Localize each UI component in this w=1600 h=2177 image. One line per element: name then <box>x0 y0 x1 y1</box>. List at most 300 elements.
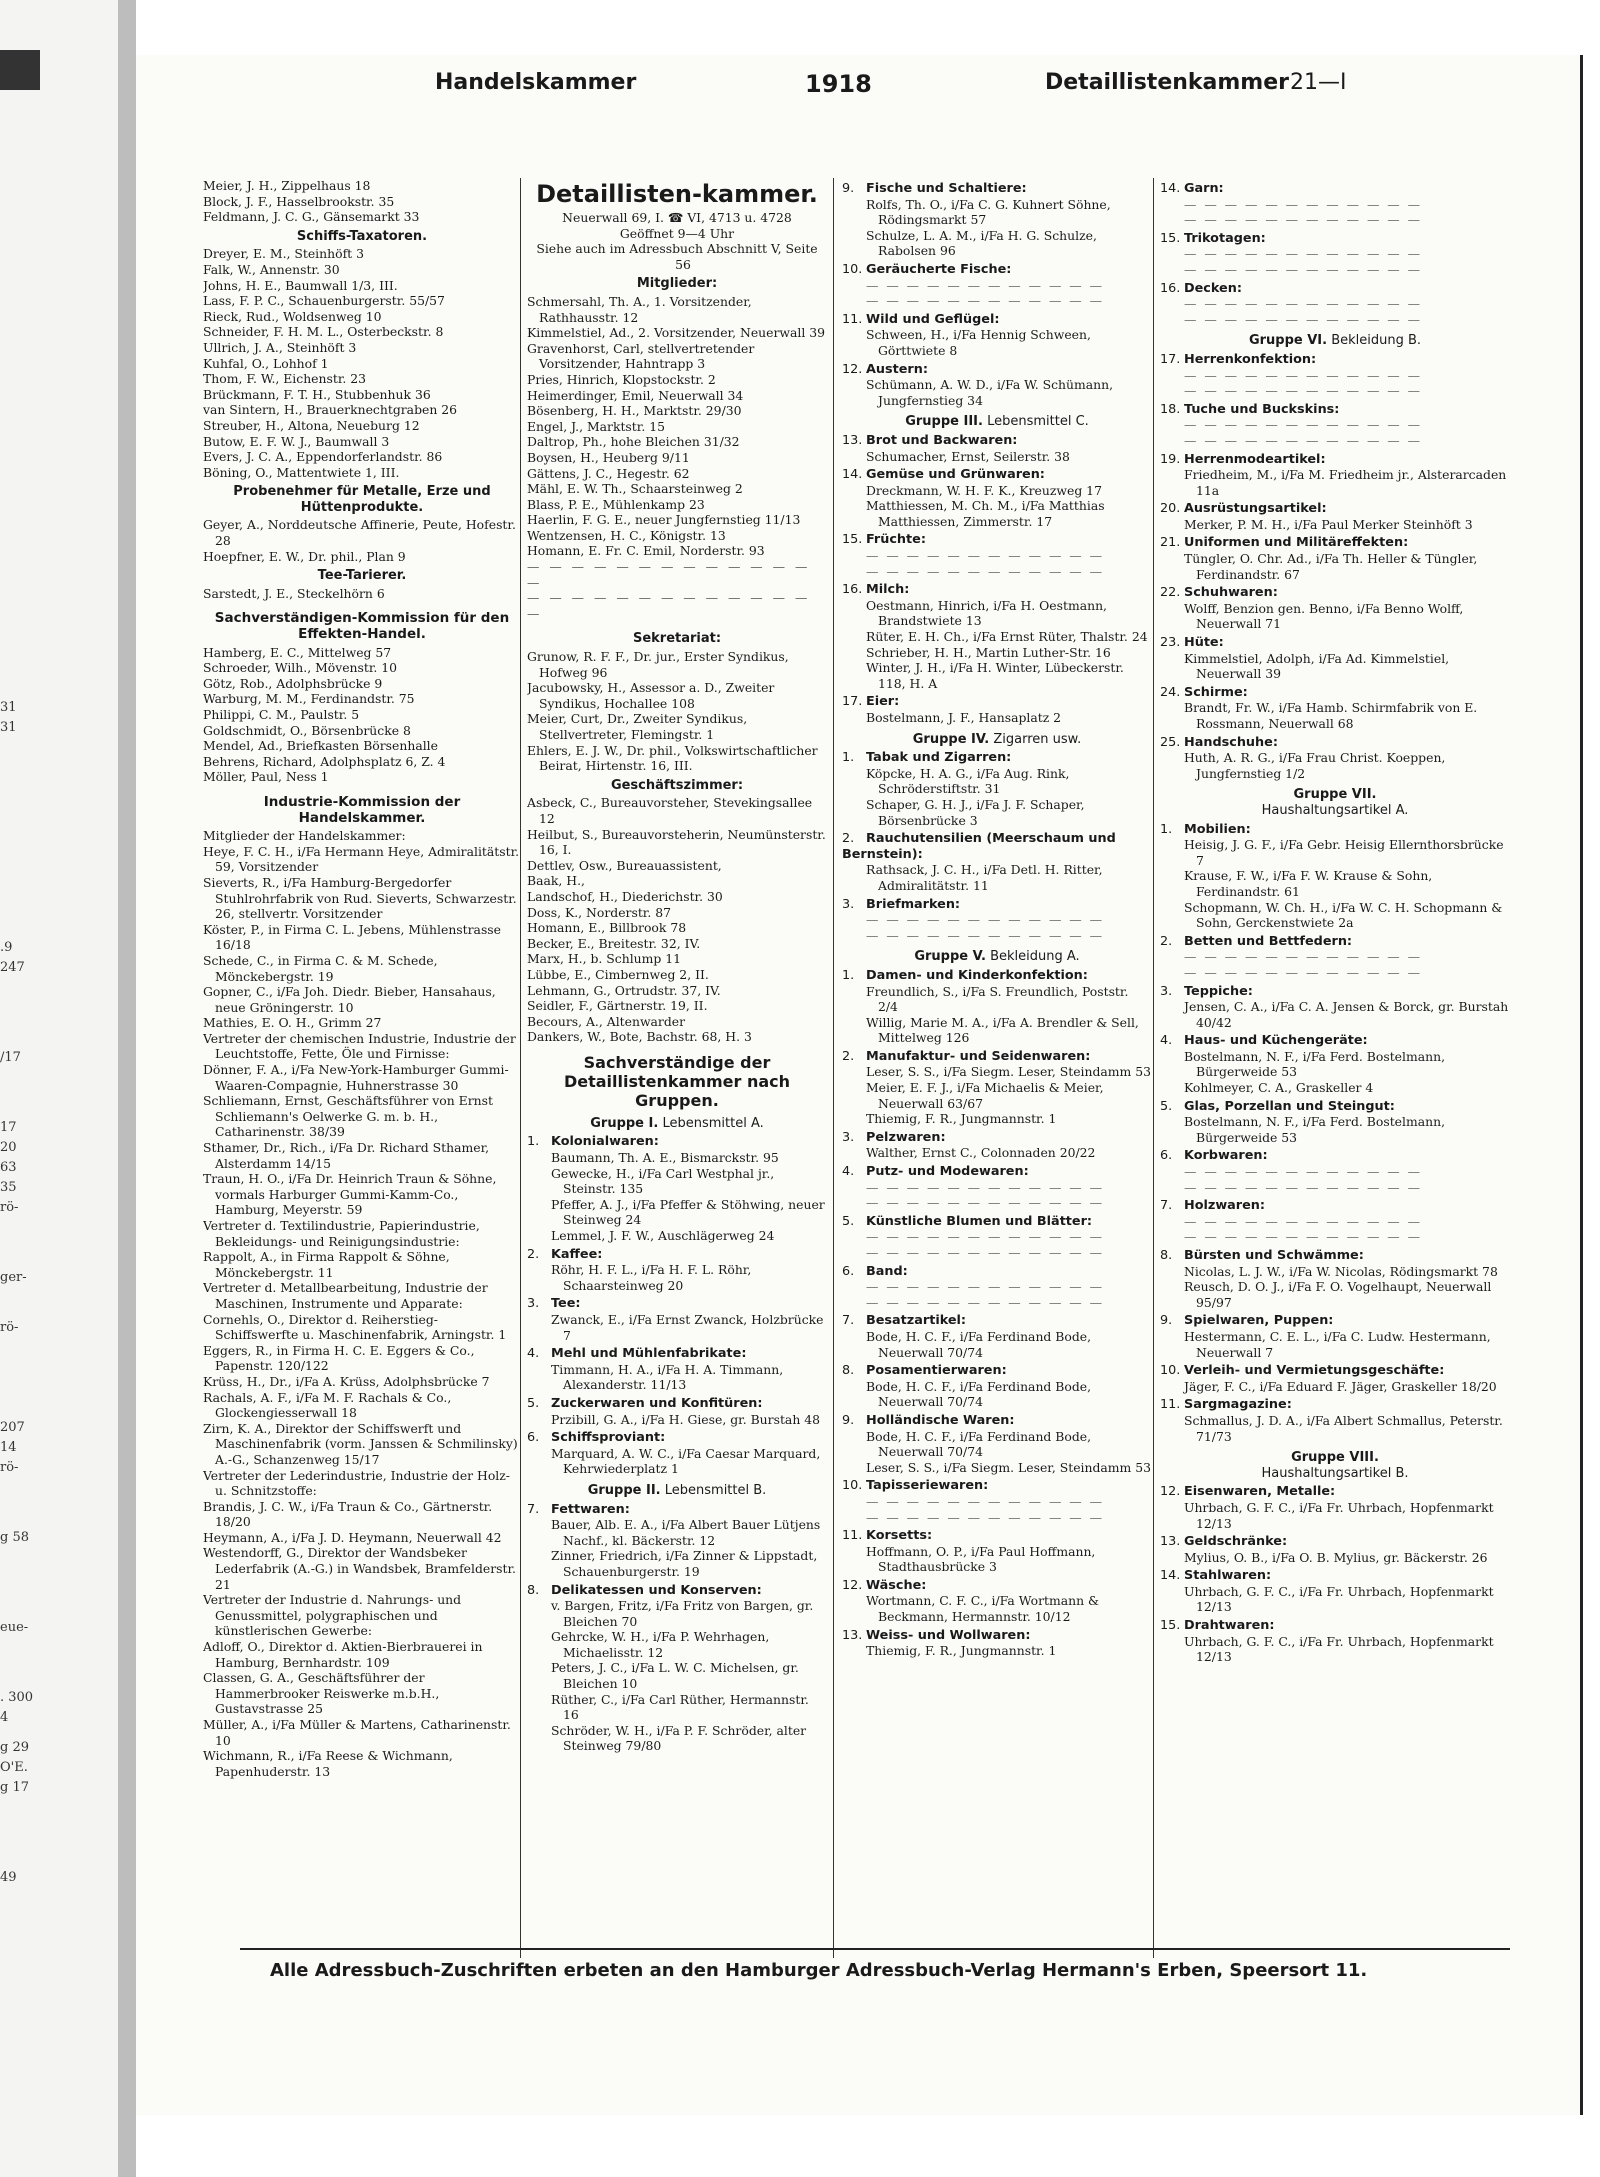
category-number: 5. <box>527 1395 540 1411</box>
list-item: Hamberg, E. C., Mittelweg 57 <box>203 644 392 660</box>
category-number: 13. <box>842 1627 863 1643</box>
category-heading <box>842 1264 1152 1280</box>
list-item: Vertreter d. Textilindustrie, Papierindustrie, Bekleidungs- und Reinigungsindustrie: <box>203 1218 480 1249</box>
empty-entry-dashes: — — — — — — — — — — — — <box>866 277 1105 293</box>
category-heading <box>1160 501 1510 517</box>
category-heading <box>1160 585 1510 601</box>
category-number: 2. <box>842 831 855 847</box>
list-item: Landschof, H., Diederichstr. 30 <box>527 888 723 904</box>
list-item: Lemmel, J. F. W., Auschlägerweg 24 <box>551 1228 775 1244</box>
category-number: 20. <box>1160 501 1181 517</box>
category-name: Trikotagen: <box>1184 230 1266 246</box>
fragment-text: 247 <box>0 960 25 975</box>
category-name: Kaffee: <box>551 1246 603 1262</box>
fragment-text: 31 <box>0 720 17 735</box>
category-number: 7. <box>842 1313 855 1329</box>
category-heading <box>842 1578 1152 1594</box>
category-name: Herrenkonfektion: <box>1184 351 1317 367</box>
category-heading <box>842 1478 1152 1494</box>
list-item: Rüter, E. H. Ch., i/Fa Ernst Rüter, Thalstr. 24 <box>866 629 1148 645</box>
category-name: Korsetts: <box>866 1528 933 1544</box>
group-heading-6 <box>1160 333 1510 349</box>
category-heading <box>842 1313 1152 1329</box>
list-sachverstaendigen-kommission <box>203 645 521 785</box>
list-sekretariat <box>527 649 827 774</box>
category-number: 18. <box>1160 401 1181 417</box>
list-item: Heimerdinger, Emil, Neuerwall 34 <box>527 387 744 403</box>
category-list-g2 <box>527 1502 827 1755</box>
category-heading <box>1160 822 1510 838</box>
list-item: Baak, H., <box>527 873 585 889</box>
category-heading <box>1160 1099 1510 1115</box>
category-name: Eier: <box>866 694 900 710</box>
list-item: Hestermann, C. E. L., i/Fa C. Ludw. Hestermann, Neuerwall 7 <box>1184 1328 1491 1360</box>
list-item: Rappolt, A., in Firma Rappolt & Söhne, Mönckebergstr. 11 <box>203 1249 450 1280</box>
category-number: 9. <box>842 181 855 196</box>
category-heading <box>842 1528 1152 1544</box>
category-number: 16. <box>1160 280 1181 296</box>
list-item: Dettlev, Osw., Bureauassistent, <box>527 857 722 873</box>
list-item: Marx, H., b. Schlump 11 <box>527 951 682 967</box>
scan-marker <box>0 50 40 90</box>
category-number: 12. <box>842 361 863 377</box>
category-number: 10. <box>1160 1363 1181 1379</box>
category-name: Bürsten und Schwämme: <box>1184 1248 1364 1263</box>
list-item: Sthamer, Dr., Rich., i/Fa Dr. Richard Sthamer, Alsterdamm 14/15 <box>203 1140 490 1171</box>
category-name: Künstliche Blumen und Blätter: <box>866 1213 1093 1229</box>
category-heading <box>842 532 1152 548</box>
fragment-text: .9 <box>0 940 13 955</box>
category-heading <box>527 1396 827 1412</box>
list-item: Lübbe, E., Cimbernweg 2, II. <box>527 966 709 982</box>
category-heading <box>1160 231 1510 247</box>
group-name: Lebensmittel A. <box>662 1115 764 1131</box>
category-number: 1. <box>842 967 855 983</box>
list-item: Siehe auch im Adressbuch Abschnitt V, Seite 56 <box>536 241 818 272</box>
category-list-g3 <box>842 433 1152 726</box>
fragment-text: 4 <box>0 1710 9 1725</box>
list-item: Bode, H. C. F., i/Fa Ferdinand Bode, Neuerwall 70/74 <box>866 1328 1092 1360</box>
list-item: Röhr, H. F. L., i/Fa H. F. L. Röhr, Schaarsteinweg 20 <box>551 1262 752 1293</box>
category-name: Kolonialwaren: <box>551 1134 659 1150</box>
category-name: Tee: <box>551 1296 581 1312</box>
list-industrie-kommission <box>203 828 521 1779</box>
category-heading <box>1160 281 1510 297</box>
group-name: Lebensmittel C. <box>987 414 1089 430</box>
list-item: Dreckmann, W. H. F. K., Kreuzweg 17 <box>866 482 1102 498</box>
list-item: v. Bargen, Fritz, i/Fa Fritz von Bargen, gr. Bleichen 70 <box>551 1598 814 1629</box>
list-item: Doss, K., Norderstr. 87 <box>527 904 672 920</box>
list-item: Jensen, C. A., i/Fa C. A. Jensen & Borck, gr. Burstah 40/42 <box>1184 999 1509 1030</box>
category-number: 17. <box>842 694 863 710</box>
category-heading <box>1160 1568 1510 1584</box>
category-list-g5b <box>1160 181 1510 327</box>
list-item: Mähl, E. W. Th., Schaarsteinweg 2 <box>527 481 743 497</box>
list-item: Uhrbach, G. F. C., i/Fa Fr. Uhrbach, Hopfenmarkt 12/13 <box>1184 1583 1494 1615</box>
category-heading <box>842 582 1152 598</box>
empty-entry-dashes: — — — — — — — — — — — — <box>866 1279 1105 1295</box>
category-number: 6. <box>527 1430 540 1446</box>
group-label: Gruppe IV. <box>912 731 990 747</box>
category-name: Wäsche: <box>866 1577 927 1593</box>
list-item: Rolfs, Th. O., i/Fa C. G. Kuhnert Söhne, Rödingsmarkt 57 <box>866 196 1111 228</box>
list-item: Asbeck, C., Bureauvorsteher, Stevekingsallee 12 <box>527 795 813 826</box>
list-item: Gewecke, H., i/Fa Carl Westphal jr., Steinstr. 135 <box>551 1165 775 1197</box>
list-item: Möller, Paul, Ness 1 <box>203 769 329 785</box>
category-number: 2. <box>527 1246 540 1262</box>
list-item: Kohlmeyer, C. A., Graskeller 4 <box>1184 1080 1374 1096</box>
list-item: Wolff, Benzion gen. Benno, i/Fa Benno Wolff, Neuerwall 71 <box>1184 600 1464 632</box>
list-item: Schede, C., in Firma C. & M. Schede, Mönckebergstr. 19 <box>203 952 438 984</box>
group-heading-1 <box>527 1116 827 1132</box>
category-heading <box>1160 535 1510 551</box>
list-item: Leser, S. S., i/Fa Siegm. Leser, Steindamm 53 <box>866 1064 1151 1080</box>
list-item: Dreyer, E. M., Steinhöft 3 <box>203 246 364 262</box>
group-label: Gruppe III. <box>905 414 983 430</box>
section-title-tee-tarierer: Tee-Tarierer. <box>317 568 407 584</box>
list-item: Przibill, G. A., i/Fa H. Giese, gr. Burstah 48 <box>551 1411 820 1427</box>
list-item: Mitglieder der Handelskammer: <box>203 828 406 844</box>
list-item: Schneider, F. H. M. L., Osterbeckstr. 8 <box>203 324 444 340</box>
list-item: Zwanck, E., i/Fa Ernst Zwanck, Holzbrücke 7 <box>551 1312 824 1343</box>
category-list-g8 <box>1160 1484 1510 1665</box>
category-name: Pelzwaren: <box>866 1129 946 1145</box>
header-right: Detaillistenkammer <box>1045 70 1289 95</box>
category-name: Tabak und Zigarren: <box>866 750 1012 766</box>
category-name: Schuhwaren: <box>1184 585 1278 601</box>
category-name: Putz- und Modewaren: <box>866 1164 1029 1180</box>
list-item: Evers, J. C. A., Eppendorferlandstr. 86 <box>203 449 443 465</box>
group-label: Gruppe VIII. <box>1291 1450 1379 1466</box>
category-name: Geldschränke: <box>1184 1534 1288 1550</box>
list-item: Vertreter der Lederindustrie, Industrie der Holz- u. Schnitzstoffe: <box>203 1467 510 1499</box>
category-heading <box>842 750 1152 766</box>
category-heading <box>1160 1248 1510 1264</box>
list-item: Block, J. F., Hasselbrookstr. 35 <box>203 193 395 209</box>
category-heading <box>1160 635 1510 651</box>
section-title-industrie-kommission: Industrie-Kommission der Handelskammer. <box>263 793 461 826</box>
fragment-text: 17 <box>0 1120 17 1135</box>
list-item: Heye, F. C. H., i/Fa Hermann Heye, Admiralitätstr. 59, Vorsitzender <box>203 843 520 875</box>
list-tee-tarierer <box>203 586 521 602</box>
category-number: 7. <box>527 1501 540 1517</box>
list-item: Haerlin, F. G. E., neuer Jungfernstieg 11/13 <box>527 512 801 528</box>
fragment-text: ger- <box>0 1270 27 1285</box>
list-item: Bauer, Alb. E. A., i/Fa Albert Bauer Lütjens Nachf., kl. Bäckerstr. 12 <box>551 1517 821 1548</box>
list-item: Pfeffer, A. J., i/Fa Pfeffer & Stöhwing, neuer Steinweg 24 <box>551 1196 825 1228</box>
list-item: Winter, J. H., i/Fa H. Winter, Lübeckerstr. 118, H. A <box>866 660 1124 691</box>
fragment-text: rö- <box>0 1320 19 1335</box>
category-name: Rauchutensilien (Meerschaum und Bernstein): <box>842 831 1116 862</box>
category-number: 14. <box>1160 181 1181 196</box>
list-item: Becker, E., Breitestr. 32, IV. <box>527 935 701 951</box>
category-heading <box>1160 181 1510 197</box>
category-number: 2. <box>842 1048 855 1064</box>
list-item: Goldschmidt, O., Börsenbrücke 8 <box>203 722 411 738</box>
list-item: Bode, H. C. F., i/Fa Ferdinand Bode, Neuerwall 70/74 <box>866 1428 1092 1460</box>
column-rule <box>1153 178 1154 1958</box>
category-name: Austern: <box>866 361 928 377</box>
category-list-g6 <box>1160 352 1510 781</box>
category-number: 3. <box>842 896 855 912</box>
list-item: Homann, E., Billbrook 78 <box>527 920 687 936</box>
list-item: Thom, F. W., Eichenstr. 23 <box>203 371 367 387</box>
fragment-text: /17 <box>0 1050 21 1065</box>
list-item: Daltrop, Ph., hohe Bleichen 31/32 <box>527 434 740 450</box>
list-item: Schaper, G. H. J., i/Fa J. F. Schaper, Börsenbrücke 3 <box>866 796 1085 828</box>
list-item: Schumacher, Ernst, Seilerstr. 38 <box>866 448 1070 464</box>
empty-entry-dashes: — — — — — — — — — — — — <box>866 1179 1105 1195</box>
category-heading <box>842 362 1152 378</box>
list-item: Jäger, F. C., i/Fa Eduard F. Jäger, Graskeller 18/20 <box>1184 1378 1497 1394</box>
category-name: Stahlwaren: <box>1184 1568 1272 1584</box>
list-item: Walther, Ernst C., Colonnaden 20/22 <box>866 1145 1096 1161</box>
category-number: 21. <box>1160 535 1181 551</box>
category-name: Handschuhe: <box>1184 734 1278 750</box>
list-item: Homann, E. Fr. C. Emil, Norderstr. 93 <box>527 543 765 559</box>
list-item: Mendel, Ad., Briefkasten Börsenhalle <box>203 738 438 754</box>
list-item: Oestmann, Hinrich, i/Fa H. Oestmann, Brandstwiete 13 <box>866 597 1107 629</box>
category-heading <box>1160 1198 1510 1214</box>
list-item: Kuhfal, O., Lohhof 1 <box>203 355 329 371</box>
list-item: Wichmann, R., i/Fa Reese & Wichmann, Papenhuderstr. 13 <box>203 1748 453 1779</box>
category-number: 14. <box>1160 1568 1181 1584</box>
category-list-g7 <box>1160 822 1510 1445</box>
empty-entry-dashes: — — — — — — — — — — — — <box>1184 1213 1423 1229</box>
category-name: Brot und Backwaren: <box>866 432 1018 448</box>
category-heading <box>527 1134 827 1150</box>
empty-entry-dashes: — — — — — — — — — — — — <box>1184 432 1423 448</box>
category-name: Fettwaren: <box>551 1501 630 1517</box>
category-heading <box>842 433 1152 449</box>
list-schiffs-taxatoren <box>203 246 521 480</box>
list-item: Schroeder, Wilh., Mövenstr. 10 <box>203 660 398 676</box>
category-number: 6. <box>1160 1148 1173 1164</box>
publisher-footer: Alle Adressbuch-Zuschriften erbeten an den Hamburger Adressbuch-Verlag Hermann's Erben, Speersort 11. <box>270 1960 1368 1981</box>
category-number: 8. <box>1160 1248 1173 1263</box>
running-header <box>270 70 1450 110</box>
list-item: Kimmelstiel, Adolph, i/Fa Ad. Kimmelstiel, Neuerwall 39 <box>1184 650 1450 682</box>
category-name: Herrenmodeartikel: <box>1184 451 1326 467</box>
list-item: Zirn, K. A., Direktor der Schiffswerft und Maschinenfabrik (vorm. Janssen & Schmilinsky) A.-G., Schanzenweg 15/17 <box>203 1420 518 1467</box>
list-item: Rathsack, J. C. H., i/Fa Detl. H. Ritter, Admiralitätstr. 11 <box>866 862 1103 893</box>
fragment-text: 207 <box>0 1420 25 1435</box>
category-number: 1. <box>1160 821 1173 837</box>
section-title-sachverstaendigen-kommission: Sachverständigen-Kommission für den Effekten-Handel. <box>214 610 510 643</box>
category-heading <box>1160 1148 1510 1164</box>
list-item: Wortmann, C. F. C., i/Fa Wortmann & Beckmann, Hermannstr. 10/12 <box>866 1593 1100 1625</box>
category-number: 19. <box>1160 451 1181 467</box>
category-name: Briefmarken: <box>866 896 961 912</box>
category-number: 3. <box>842 1129 855 1145</box>
empty-entry-dashes: — — — — — — — — — — — — <box>1184 212 1423 228</box>
list-item: Köster, P., in Firma C. L. Jebens, Mühlenstrasse 16/18 <box>203 921 501 953</box>
category-name: Teppiche: <box>1184 983 1253 999</box>
empty-entry-dashes: — — — — — — — — — — — — <box>1184 1164 1423 1180</box>
group-heading-2 <box>527 1483 827 1499</box>
category-name: Fische und Schaltiere: <box>866 181 1027 196</box>
category-heading <box>842 312 1152 328</box>
list-top <box>203 178 521 225</box>
category-name: Betten und Bettfedern: <box>1184 933 1353 949</box>
list-item: Willig, Marie M. A., i/Fa A. Brendler & Sell, Mittelweg 126 <box>866 1014 1139 1046</box>
category-name: Band: <box>866 1263 908 1279</box>
category-number: 24. <box>1160 684 1181 700</box>
category-number: 14. <box>842 467 863 483</box>
category-name: Verleih- und Vermietungsgeschäfte: <box>1184 1363 1445 1379</box>
category-number: 5. <box>1160 1098 1173 1114</box>
category-number: 12. <box>842 1577 863 1593</box>
list-item: Lass, F. P. C., Schauenburgerstr. 55/57 <box>203 293 445 309</box>
list-item: Warburg, M. M., Ferdinandstr. 75 <box>203 691 415 707</box>
group-name: Zigarren usw. <box>993 731 1082 747</box>
column-1 <box>203 178 521 1938</box>
category-name: Posamentierwaren: <box>866 1363 1007 1379</box>
empty-entry-dashes: — — — — — — — — — — — — <box>866 1509 1105 1525</box>
list-item: Meier, E. F. J., i/Fa Michaelis & Meier, Neuerwall 63/67 <box>866 1080 1104 1111</box>
list-item: Schröder, W. H., i/Fa P. F. Schröder, alter Steinweg 79/80 <box>551 1722 807 1754</box>
list-item: Köpcke, H. A. G., i/Fa Aug. Rink, Schröderstiftstr. 31 <box>866 765 1070 797</box>
list-mitglieder <box>527 294 827 559</box>
section-title-schiffs-taxatoren: Schiffs-Taxatoren. <box>296 228 428 244</box>
list-item: Nicolas, L. J. W., i/Fa W. Nicolas, Rödingsmarkt 78 <box>1184 1263 1498 1279</box>
category-heading <box>842 467 1152 483</box>
list-item: Schrieber, H. H., Martin Luther-Str. 16 <box>866 644 1111 660</box>
category-heading <box>842 897 1152 913</box>
category-number: 5. <box>842 1213 855 1229</box>
list-item: Schümann, A. W. D., i/Fa W. Schümann, Jungfernstieg 34 <box>866 377 1114 408</box>
header-left: Handelskammer <box>435 70 637 95</box>
group-label: Gruppe VI. <box>1248 333 1328 349</box>
empty-entry-dashes: — — — — — — — — — — — — <box>1184 246 1423 262</box>
list-item: Peters, J. C., i/Fa L. W. C. Michelsen, gr. Bleichen 10 <box>551 1660 799 1692</box>
category-name: Ausrüstungsartikel: <box>1184 501 1327 517</box>
empty-entry-dashes: — — — — — — — — — — — — <box>1184 1179 1423 1195</box>
category-number: 10. <box>842 1478 863 1494</box>
list-item: Boysen, H., Heuberg 9/11 <box>527 449 690 465</box>
list-item: Eggers, R., in Firma H. C. E. Eggers & Co., Papenstr. 120/122 <box>203 1342 475 1374</box>
list-item: Timmann, H. A., i/Fa H. A. Timmann, Alexanderstr. 11/13 <box>551 1361 784 1393</box>
list-item: Dönner, F. A., i/Fa New-York-Hamburger Gummi-Waaren-Compagnie, Huhnerstrasse 30 <box>203 1062 509 1093</box>
category-number: 15. <box>842 532 863 548</box>
category-heading <box>1160 1033 1510 1049</box>
list-item: Baumann, Th. A. E., Bismarckstr. 95 <box>551 1150 779 1166</box>
list-item: Brückmann, F. T. H., Stubbenhuk 36 <box>203 386 431 402</box>
empty-entry-dashes: — — — — — — — — — — — — <box>866 1195 1105 1211</box>
category-heading <box>842 694 1152 710</box>
category-number: 3. <box>1160 983 1173 999</box>
category-name: Sargmagazine: <box>1184 1397 1292 1413</box>
category-number: 11. <box>842 311 863 327</box>
list-item: Götz, Rob., Adolphsbrücke 9 <box>203 675 383 691</box>
list-item: Dankers, W., Bote, Bachstr. 68, H. 3 <box>527 1029 752 1045</box>
fragment-text: 31 <box>0 700 17 715</box>
column-4 <box>1160 178 1510 1938</box>
category-number: 15. <box>1160 230 1181 246</box>
category-number: 2. <box>1160 933 1173 949</box>
category-name: Früchte: <box>866 532 926 548</box>
category-heading <box>1160 1484 1510 1500</box>
category-name: Wild und Geflügel: <box>866 311 1000 327</box>
section-title-sekretariat: Sekretariat: <box>632 631 722 647</box>
fragment-text: 14 <box>0 1440 17 1455</box>
list-item: Thiemig, F. R., Jungmannstr. 1 <box>866 1111 1057 1127</box>
category-heading <box>842 1049 1152 1065</box>
empty-entry-dashes: — — — — — — — — — — — — <box>866 1493 1105 1509</box>
binding-gutter <box>118 0 136 2177</box>
group-name: Haushaltungsartikel A. <box>1261 802 1409 818</box>
category-number: 7. <box>1160 1198 1173 1214</box>
list-item: Krause, F. W., i/Fa F. W. Krause & Sohn, Ferdinandstr. 61 <box>1184 868 1433 899</box>
list-item: Bostelmann, J. F., Hansaplatz 2 <box>866 710 1062 725</box>
category-number: 1. <box>842 750 855 766</box>
category-heading <box>842 262 1152 278</box>
page-number: 21—I <box>1290 70 1347 95</box>
category-heading <box>842 1164 1152 1180</box>
group-label: Gruppe V. <box>914 949 986 965</box>
empty-entry-dashes: — — — — — — — — — — — — <box>1184 311 1423 327</box>
list-item: Behrens, Richard, Adolphsplatz 6, Z. 4 <box>203 753 446 769</box>
list-item: Streuber, H., Altona, Neueburg 12 <box>203 417 420 433</box>
list-item: Schliemann, Ernst, Geschäftsführer von Ernst Schliemann's Oelwerke G. m. b. H., Catharinenstr. 38/39 <box>203 1093 493 1140</box>
adjacent-page-strip <box>0 0 120 2177</box>
category-name: Tapisseriewaren: <box>866 1478 989 1494</box>
column-rule <box>833 178 834 1958</box>
category-name: Decken: <box>1184 280 1242 296</box>
list-item: Mathies, E. O. H., Grimm 27 <box>203 1015 382 1031</box>
list-item: Bösenberg, H. H., Marktstr. 29/30 <box>527 403 742 419</box>
group-label: Gruppe VII. <box>1293 787 1377 803</box>
empty-entry-dashes: — — — — — — — — — — — — <box>1184 417 1423 433</box>
list-item: Heisig, J. G. F., i/Fa Gebr. Heisig Ellernthorsbrücke 7 <box>1184 837 1504 868</box>
list-item: Hoffmann, O. P., i/Fa Paul Hoffmann, Stadthausbrücke 3 <box>866 1543 1096 1575</box>
list-item: Böning, O., Mattentwiete 1, III. <box>203 464 400 480</box>
list-item: Becours, A., Altenwarder <box>527 1013 686 1029</box>
category-name: Tuche und Buckskins: <box>1184 401 1340 417</box>
fragment-text: 35 <box>0 1180 17 1195</box>
list-item: Bostelmann, N. F., i/Fa Ferd. Bostelmann, Bürgerweide 53 <box>1184 1114 1446 1145</box>
category-number: 10. <box>842 261 863 277</box>
list-item: Lehmann, G., Ortrudstr. 37, IV. <box>527 982 721 998</box>
group-name: Lebensmittel B. <box>664 1482 767 1498</box>
empty-entry-dashes: — — — — — — — — — — — — <box>866 1229 1105 1245</box>
category-heading <box>842 1628 1152 1644</box>
list-item: Blass, P. E., Mühlenkamp 23 <box>527 496 705 512</box>
list-item: Thiemig, F. R., Jungmannstr. 1 <box>866 1643 1057 1659</box>
category-heading <box>842 1214 1152 1230</box>
list-item: Meier, Curt, Dr., Zweiter Syndikus, Stellvertreter, Flemingstr. 1 <box>527 711 748 742</box>
list-item: Tüngler, O. Chr. Ad., i/Fa Th. Heller & Tüngler, Ferdinandstr. 67 <box>1184 551 1478 582</box>
category-number: 4. <box>1160 1033 1173 1049</box>
empty-entry-dashes: — — — — — — — — — — — — <box>866 912 1105 928</box>
list-item: Traun, H. O., i/Fa Dr. Heinrich Traun & Söhne, vormals Harburger Gummi-Kamm-Co., Hamburg, Meyerstr. 59 <box>203 1171 497 1218</box>
group-label: Gruppe I. <box>590 1115 659 1131</box>
category-heading <box>1160 735 1510 751</box>
category-number: 23. <box>1160 635 1181 651</box>
fragment-text: 63 <box>0 1160 17 1175</box>
list-item: Rachals, A. F., i/Fa M. F. Rachals & Co., Glockengiesserwall 18 <box>203 1389 452 1421</box>
list-item: Engel, J., Marktstr. 15 <box>527 418 665 434</box>
category-name: Eisenwaren, Metalle: <box>1184 1484 1336 1500</box>
list-item: Falk, W., Annenstr. 30 <box>203 261 340 277</box>
list-item: Schulze, L. A. M., i/Fa H. G. Schulze, Rabolsen 96 <box>866 227 1097 259</box>
category-name: Delikatessen und Konserven: <box>551 1582 762 1598</box>
category-heading <box>1160 1313 1510 1329</box>
category-name: Besatzartikel: <box>866 1313 967 1329</box>
footer-rule <box>240 1948 1510 1950</box>
list-item: Ehlers, E. J. W., Dr. phil., Volkswirtschaftlicher Beirat, Hirtenstr. 16, III. <box>527 742 818 774</box>
fragment-text: O'E. <box>0 1760 28 1775</box>
